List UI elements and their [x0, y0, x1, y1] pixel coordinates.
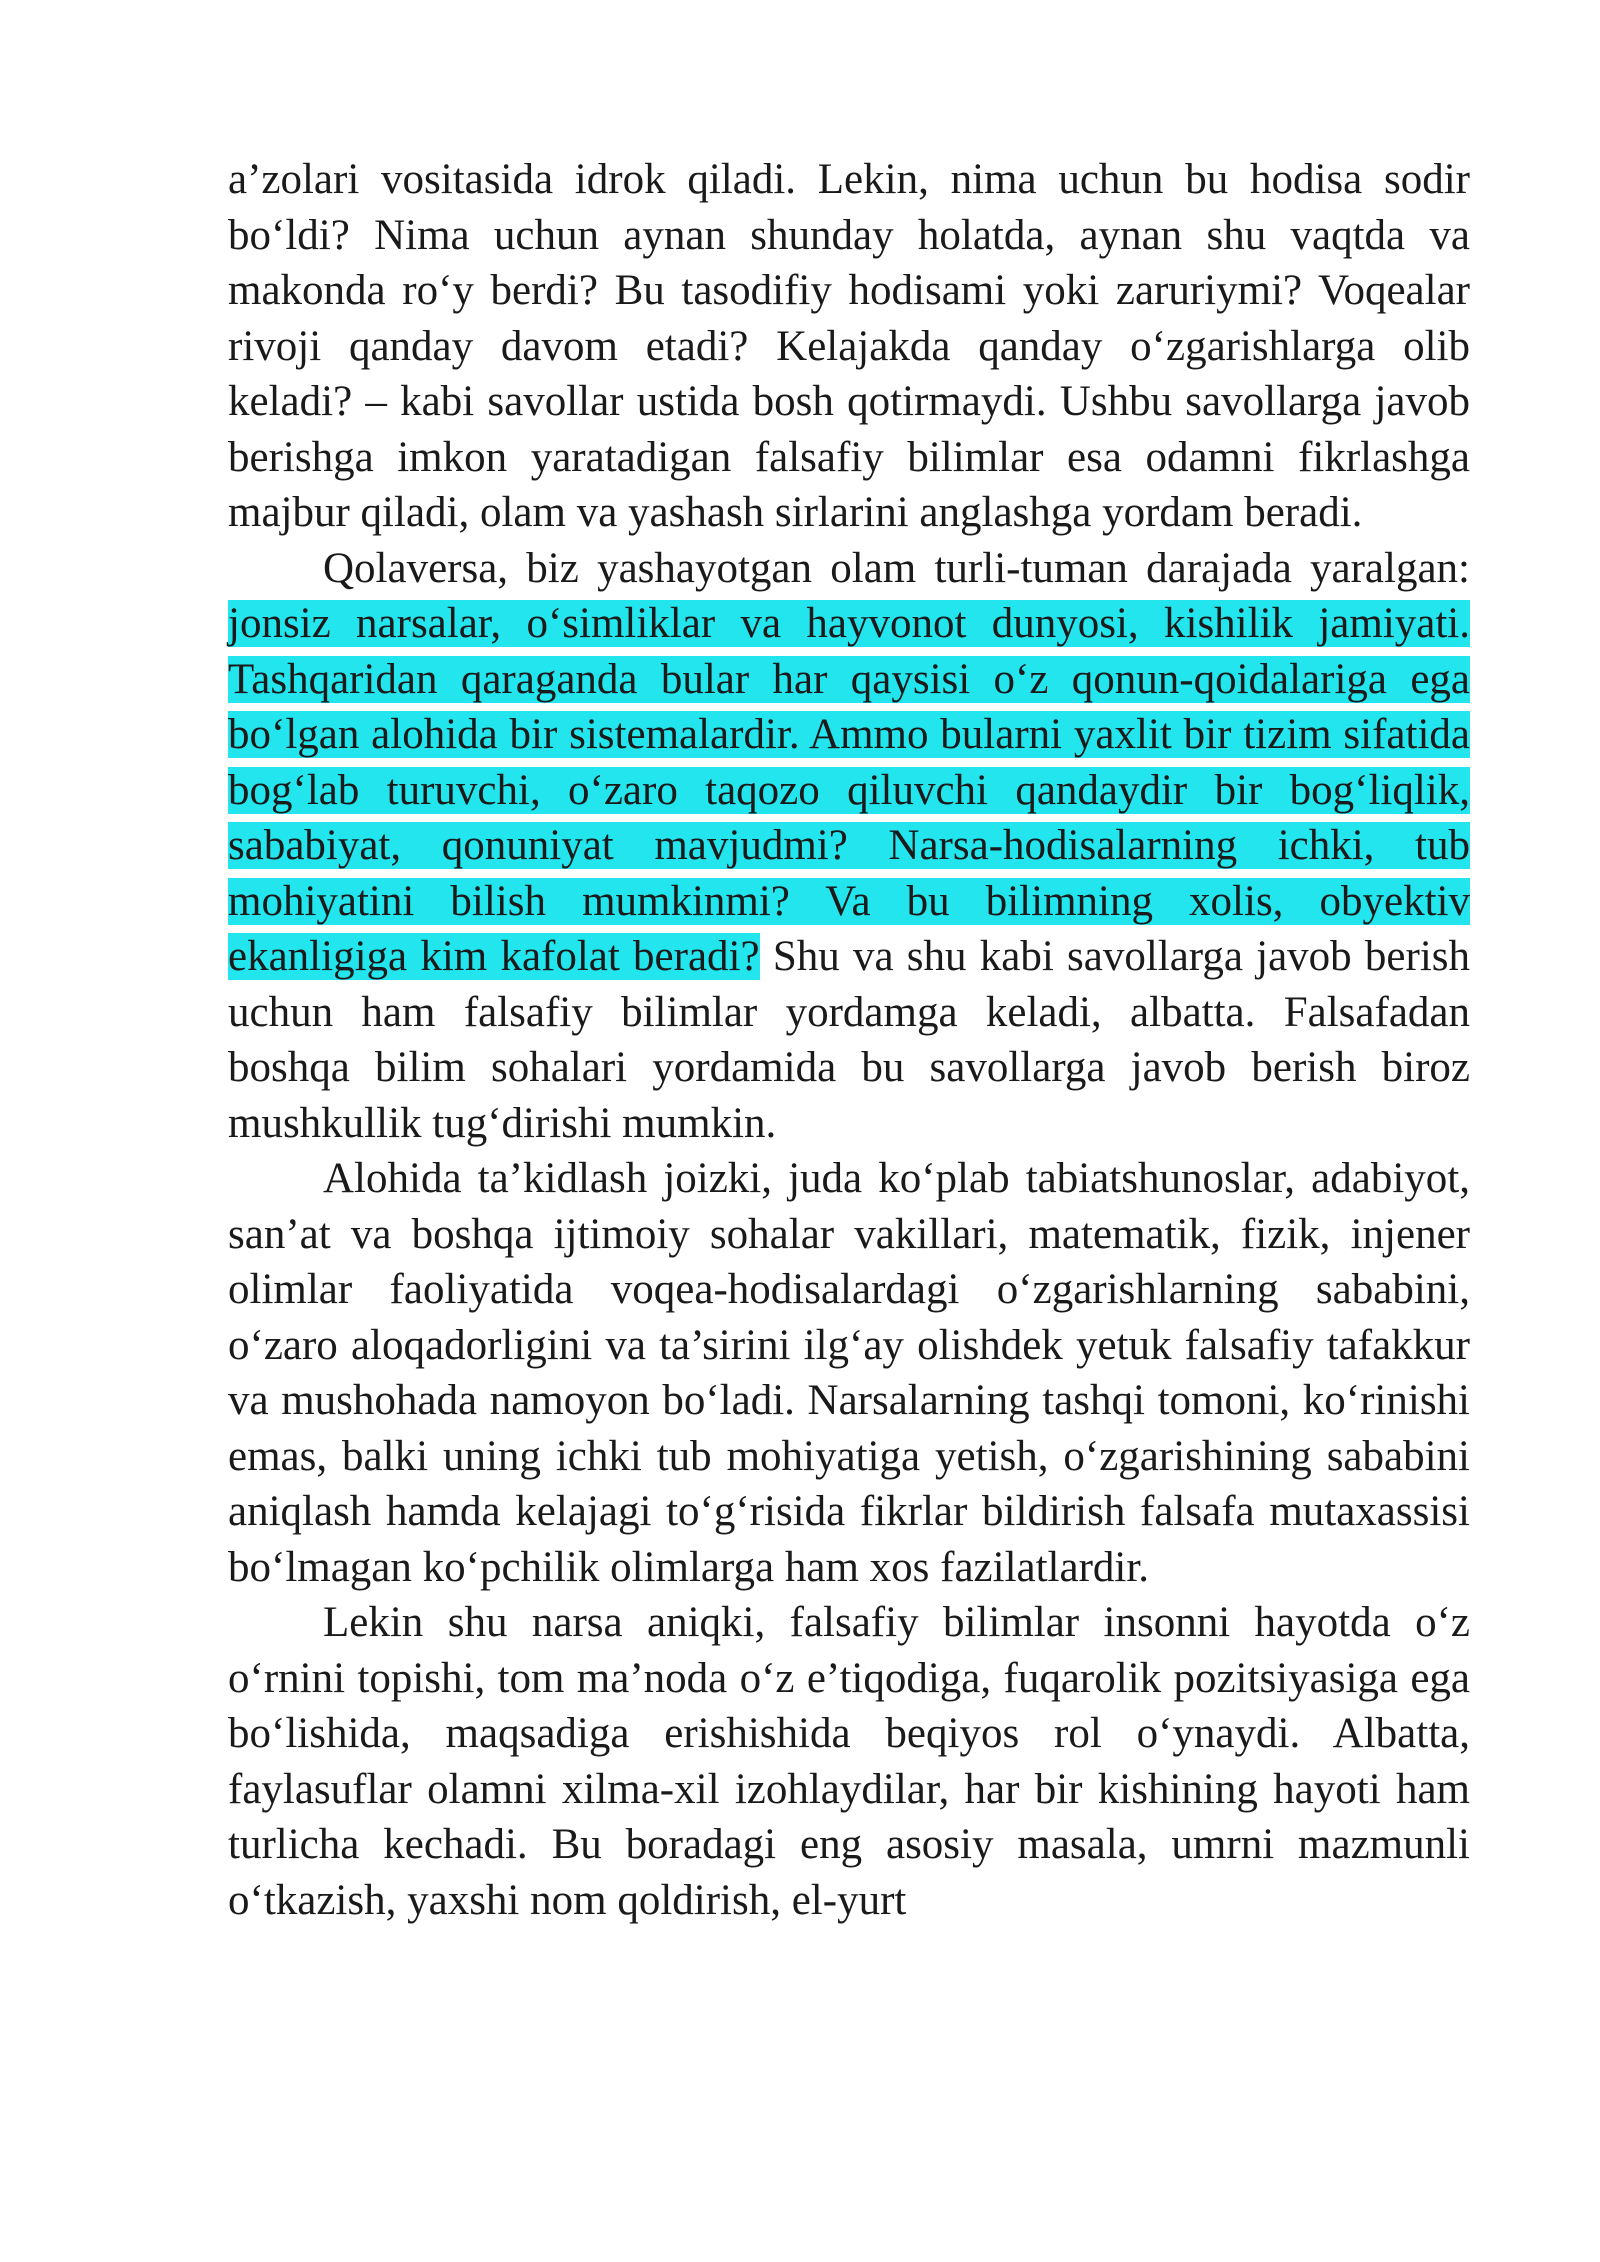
paragraph-1: [228, 152, 1470, 541]
paragraph-1-text: a’zolari vositasida idrok qiladi. Lekin, nima uchun bu hodisa sodir bo‘ldi? Nima uchun aynan shunday holatda, aynan shu vaqtda va makonda ro‘y berdi? Bu tasodifiy hodisami yoki zaruriymi? Voqealar rivoji qanday davom etadi? Kelajakda qanday o‘zgarishlarga olib keladi? – kabi savollar ustida bosh qotirmaydi. Ushbu savollarga javob berishga imkon yaratadigan falsafiy bilimlar esa odamni fikrlashga majbur qiladi, olam va yashash sirlarini anglashga yordam beradi.: [228, 156, 1470, 536]
paragraph-3-text: Alohida ta’kidlash joizki, juda ko‘plab tabiatshunoslar, adabiyot, san’at va boshqa ijtimoiy sohalar vakillari, matematik, fizik, injener olimlar faoliyatida voqea-hodisalardagi o‘zgarishlarning sababini, o‘zaro aloqadorligini va ta’sirini ilg‘ay olishdek yetuk falsafiy tafakkur va mushohada namoyon bo‘ladi. Narsalarning tashqi tomoni, ko‘rinishi emas, balki uning ichki tub mohiyatiga yetish, o‘zgarishining sababini aniqlash hamda kelajagi to‘g‘risida fikrlar bildirish falsafa mutaxassisi bo‘lmagan ko‘pchilik olimlarga ham xos fazilatlardir.: [228, 1155, 1470, 1591]
paragraph-3: [228, 1151, 1470, 1595]
paragraph-4-text: Lekin shu narsa aniqki, falsafiy bilimlar insonni hayotda o‘z o‘rnini topishi, tom ma’noda o‘z e’tiqodiga, fuqarolik pozitsiyasiga ega bo‘lishida, maqsadiga erishishida beqiyos rol o‘ynaydi. Albatta, faylasuflar olamni xilma-xil izohlaydilar, har bir kishining hayoti ham turlicha kechadi. Bu boradagi eng asosiy masala, umrni mazmunli o‘tkazish, yaxshi nom qoldirish, el-yurt: [228, 1599, 1470, 1924]
body-text: [228, 152, 1470, 1928]
paragraph-2: [228, 541, 1470, 1152]
paragraph-2-text-end: Shu va shu kabi savollarga javob berish uchun ham falsafiy bilimlar yordamga keladi, albatta. Falsafadan boshqa bilim sohalari yordamida bu savollarga javob berish biroz mushkullik tug‘dirishi mumkin.: [228, 933, 1471, 1147]
highlighted-text: jonsiz narsalar, o‘simliklar va hayvonot dunyosi, kishilik jamiyati. Tashqaridan qaraganda bular har qaysisi o‘z qonun-qoidalariga ega bo‘lgan alohida bir sistemalardir. Ammo bularni yaxlit bir tizim sifatida bog‘lab turuvchi, o‘zaro taqozo qiluvchi qandaydir bir bog‘liqlik, sababiyat, qonuniyat mavjudmi? Narsa-hodisalarning ichki, tub mohiyatini bilish mumkinmi? Va bu bilimning xolis, obyektiv ekanligiga kim kafolat beradi?: [228, 600, 1470, 980]
paragraph-2-text-start: Qolaversa, biz yashayotgan olam turli-tuman darajada yaralgan:: [323, 544, 1470, 592]
paragraph-4: [228, 1595, 1470, 1928]
